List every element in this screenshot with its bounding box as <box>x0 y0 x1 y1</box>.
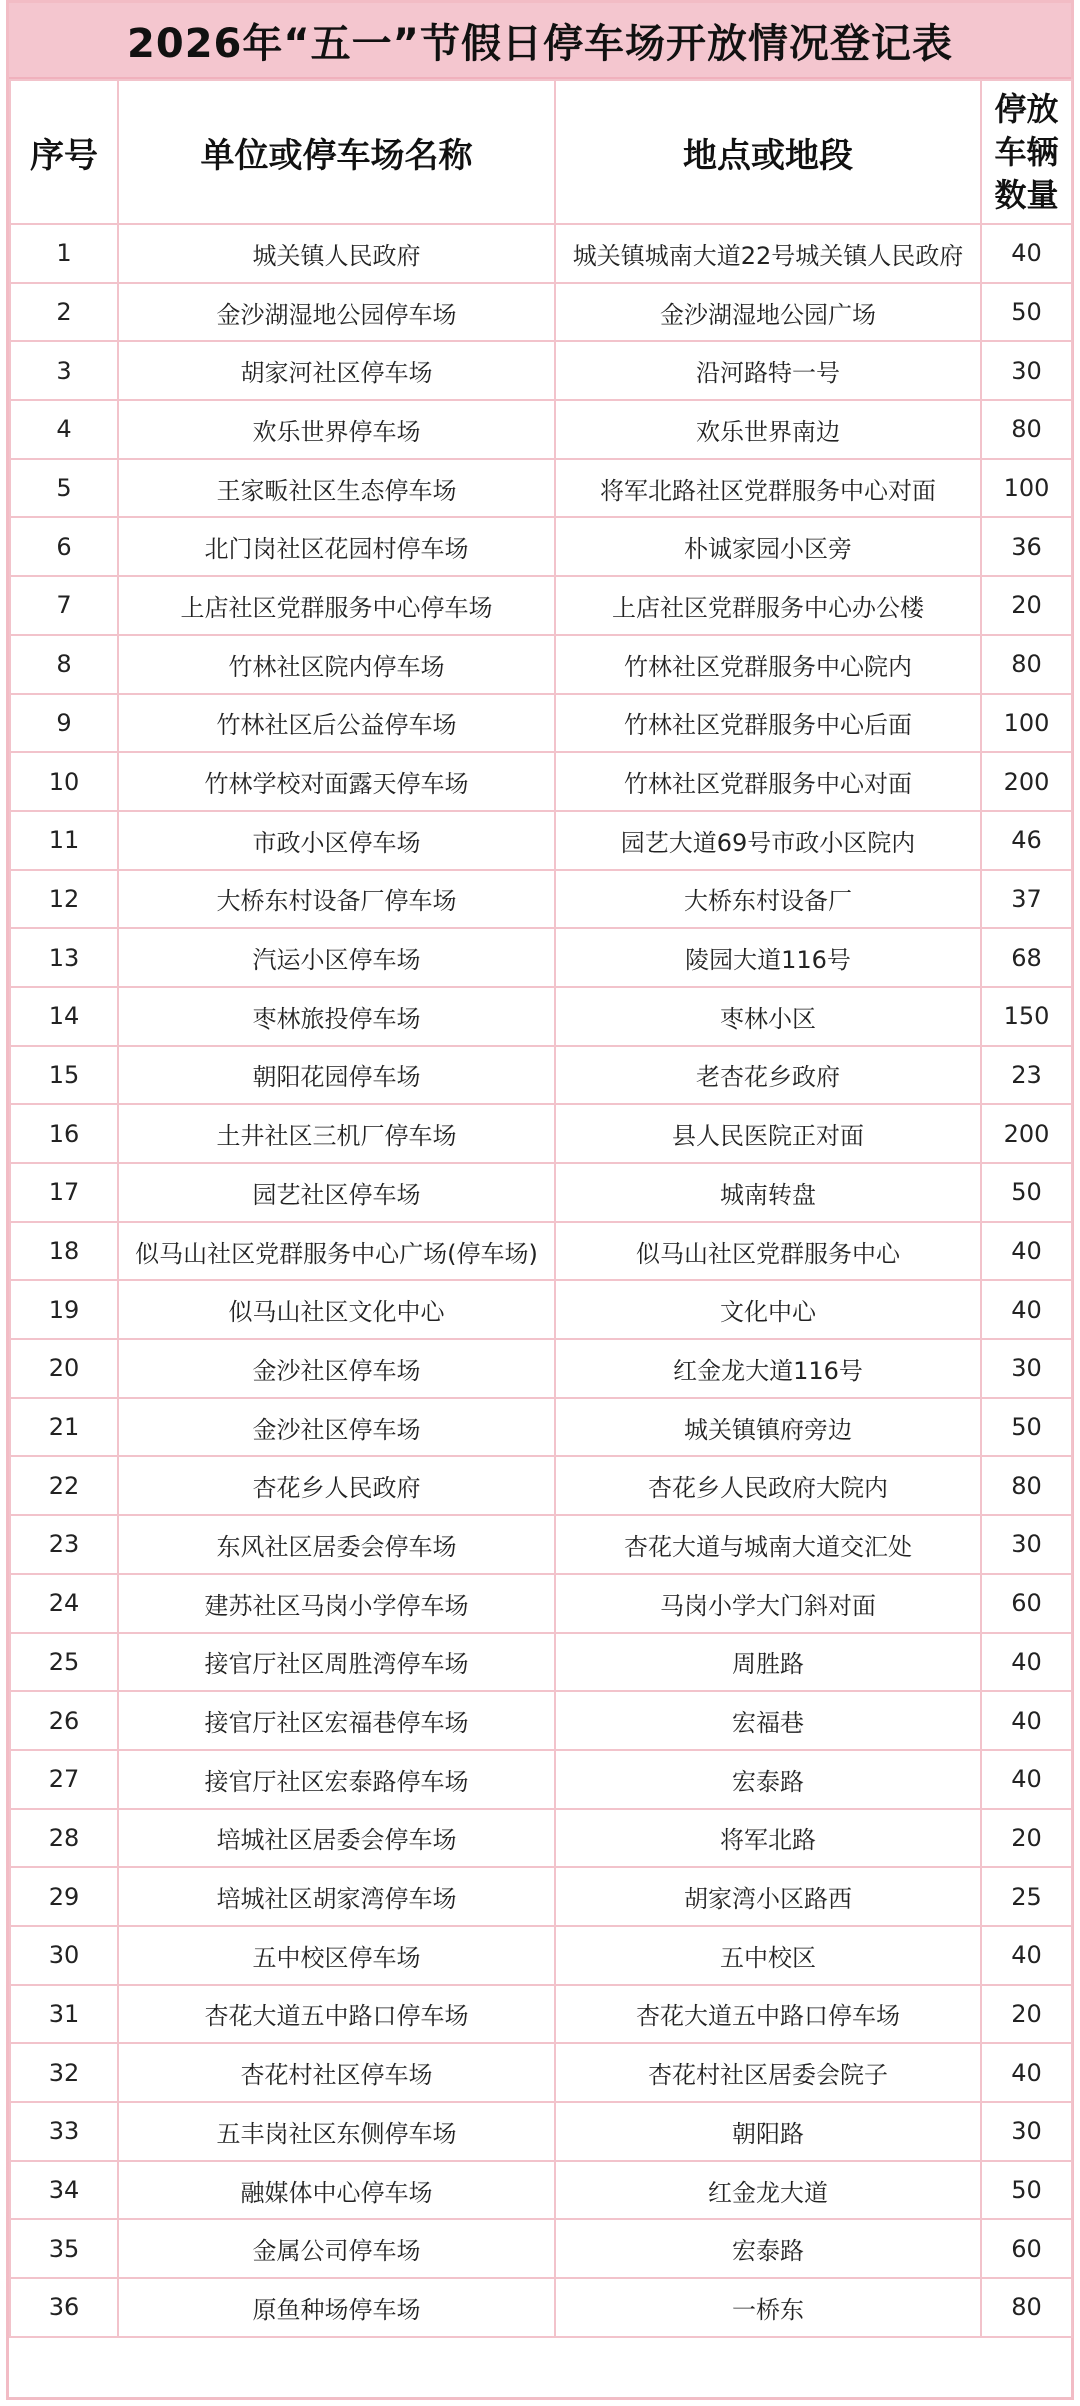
cell-location: 城关镇镇府旁边 <box>555 1398 981 1457</box>
table-row <box>10 283 1072 342</box>
cell-name: 杏花大道五中路口停车场 <box>118 1985 555 2044</box>
cell-index: 34 <box>10 2161 118 2220</box>
table-row <box>10 2219 1072 2278</box>
cell-capacity: 100 <box>981 694 1072 753</box>
cell-capacity: 100 <box>981 459 1072 518</box>
cell-name: 接官厅社区周胜湾停车场 <box>118 1633 555 1692</box>
cell-index: 17 <box>10 1163 118 1222</box>
cell-name: 大桥东村设备厂停车场 <box>118 870 555 929</box>
table-row <box>10 1985 1072 2044</box>
table-row <box>10 1104 1072 1163</box>
registration-sheet <box>6 0 1074 2400</box>
cell-index: 29 <box>10 1867 118 1926</box>
table-row <box>10 635 1072 694</box>
cell-name: 金沙社区停车场 <box>118 1398 555 1457</box>
cell-capacity: 60 <box>981 1574 1072 1633</box>
cell-capacity: 25 <box>981 1867 1072 1926</box>
table-row <box>10 2278 1072 2337</box>
cell-location: 竹林社区党群服务中心后面 <box>555 694 981 753</box>
sheet-title: 2026年“五一”节假日停车场开放情况登记表 <box>9 3 1071 79</box>
cell-capacity: 40 <box>981 1750 1072 1809</box>
cell-location: 大桥东村设备厂 <box>555 870 981 929</box>
table-row <box>10 1222 1072 1281</box>
cell-name: 似马山社区党群服务中心广场(停车场) <box>118 1222 555 1281</box>
cell-index: 5 <box>10 459 118 518</box>
cell-capacity: 30 <box>981 1339 1072 1398</box>
table-row <box>10 1515 1072 1574</box>
cell-name: 五中校区停车场 <box>118 1926 555 1985</box>
cell-name: 原鱼种场停车场 <box>118 2278 555 2337</box>
cell-location: 将军北路社区党群服务中心对面 <box>555 459 981 518</box>
cell-name: 金属公司停车场 <box>118 2219 555 2278</box>
cell-name: 似马山社区文化中心 <box>118 1280 555 1339</box>
cell-capacity: 20 <box>981 1985 1072 2044</box>
cell-name: 枣林旅投停车场 <box>118 987 555 1046</box>
cell-name: 金沙社区停车场 <box>118 1339 555 1398</box>
cell-capacity: 23 <box>981 1046 1072 1105</box>
cell-capacity: 80 <box>981 1456 1072 1515</box>
cell-index: 22 <box>10 1456 118 1515</box>
cell-location: 胡家湾小区路西 <box>555 1867 981 1926</box>
cell-name: 市政小区停车场 <box>118 811 555 870</box>
cell-name: 汽运小区停车场 <box>118 928 555 987</box>
cell-index: 23 <box>10 1515 118 1574</box>
table-row <box>10 1339 1072 1398</box>
cell-index: 19 <box>10 1280 118 1339</box>
table-row <box>10 1046 1072 1105</box>
cell-index: 9 <box>10 694 118 753</box>
cell-index: 28 <box>10 1809 118 1868</box>
cell-location: 陵园大道116号 <box>555 928 981 987</box>
cell-index: 21 <box>10 1398 118 1457</box>
cell-index: 6 <box>10 517 118 576</box>
table-row <box>10 694 1072 753</box>
cell-capacity: 80 <box>981 635 1072 694</box>
cell-capacity: 46 <box>981 811 1072 870</box>
cell-index: 31 <box>10 1985 118 2044</box>
cell-location: 上店社区党群服务中心办公楼 <box>555 576 981 635</box>
cell-index: 7 <box>10 576 118 635</box>
cell-index: 30 <box>10 1926 118 1985</box>
cell-capacity: 30 <box>981 2102 1072 2161</box>
cell-location: 宏福巷 <box>555 1691 981 1750</box>
cell-location: 竹林社区党群服务中心对面 <box>555 752 981 811</box>
table-row <box>10 870 1072 929</box>
table-row <box>10 987 1072 1046</box>
cell-name: 上店社区党群服务中心停车场 <box>118 576 555 635</box>
cell-capacity: 40 <box>981 1222 1072 1281</box>
cell-name: 王家畈社区生态停车场 <box>118 459 555 518</box>
cell-name: 园艺社区停车场 <box>118 1163 555 1222</box>
table-row <box>10 811 1072 870</box>
table-row <box>10 1633 1072 1692</box>
cell-index: 14 <box>10 987 118 1046</box>
cell-capacity: 20 <box>981 576 1072 635</box>
table-row <box>10 1398 1072 1457</box>
cell-name: 土井社区三机厂停车场 <box>118 1104 555 1163</box>
cell-capacity: 200 <box>981 1104 1072 1163</box>
cell-location: 红金龙大道116号 <box>555 1339 981 1398</box>
cell-capacity: 68 <box>981 928 1072 987</box>
table-row <box>10 2161 1072 2220</box>
cell-capacity: 20 <box>981 1809 1072 1868</box>
cell-location: 沿河路特一号 <box>555 341 981 400</box>
cell-name: 接官厅社区宏泰路停车场 <box>118 1750 555 1809</box>
table-row <box>10 2043 1072 2102</box>
table-row <box>10 1926 1072 1985</box>
cell-name: 竹林社区后公益停车场 <box>118 694 555 753</box>
cell-capacity: 80 <box>981 2278 1072 2337</box>
cell-location: 枣林小区 <box>555 987 981 1046</box>
cell-name: 金沙湖湿地公园停车场 <box>118 283 555 342</box>
table-row <box>10 1691 1072 1750</box>
cell-index: 27 <box>10 1750 118 1809</box>
cell-location: 一桥东 <box>555 2278 981 2337</box>
cell-index: 4 <box>10 400 118 459</box>
cell-capacity: 36 <box>981 517 1072 576</box>
cell-location: 将军北路 <box>555 1809 981 1868</box>
cell-location: 欢乐世界南边 <box>555 400 981 459</box>
table-row <box>10 341 1072 400</box>
header-row <box>10 80 1072 224</box>
header-capacity: 停放车辆数量 <box>981 80 1072 224</box>
table-body <box>10 224 1072 2337</box>
cell-index: 36 <box>10 2278 118 2337</box>
cell-name: 欢乐世界停车场 <box>118 400 555 459</box>
cell-capacity: 50 <box>981 1398 1072 1457</box>
cell-location: 园艺大道69号市政小区院内 <box>555 811 981 870</box>
cell-name: 接官厅社区宏福巷停车场 <box>118 1691 555 1750</box>
cell-capacity: 40 <box>981 224 1072 283</box>
cell-location: 宏泰路 <box>555 1750 981 1809</box>
cell-name: 北门岗社区花园村停车场 <box>118 517 555 576</box>
table-row <box>10 2102 1072 2161</box>
cell-location: 朝阳路 <box>555 2102 981 2161</box>
cell-name: 培城社区居委会停车场 <box>118 1809 555 1868</box>
cell-capacity: 30 <box>981 341 1072 400</box>
cell-index: 15 <box>10 1046 118 1105</box>
cell-name: 城关镇人民政府 <box>118 224 555 283</box>
cell-index: 18 <box>10 1222 118 1281</box>
cell-index: 12 <box>10 870 118 929</box>
cell-name: 杏花乡人民政府 <box>118 1456 555 1515</box>
cell-capacity: 40 <box>981 1633 1072 1692</box>
table-row <box>10 517 1072 576</box>
cell-index: 24 <box>10 1574 118 1633</box>
cell-index: 26 <box>10 1691 118 1750</box>
cell-index: 33 <box>10 2102 118 2161</box>
cell-capacity: 40 <box>981 1280 1072 1339</box>
cell-location: 杏花大道五中路口停车场 <box>555 1985 981 2044</box>
cell-index: 13 <box>10 928 118 987</box>
cell-capacity: 80 <box>981 400 1072 459</box>
cell-name: 融媒体中心停车场 <box>118 2161 555 2220</box>
cell-name: 培城社区胡家湾停车场 <box>118 1867 555 1926</box>
table-row <box>10 224 1072 283</box>
header-index: 序号 <box>10 80 118 224</box>
cell-index: 3 <box>10 341 118 400</box>
cell-location: 县人民医院正对面 <box>555 1104 981 1163</box>
cell-location: 杏花乡人民政府大院内 <box>555 1456 981 1515</box>
table-row <box>10 928 1072 987</box>
header-name: 单位或停车场名称 <box>118 80 555 224</box>
cell-name: 朝阳花园停车场 <box>118 1046 555 1105</box>
table-row <box>10 400 1072 459</box>
table-row <box>10 576 1072 635</box>
cell-capacity: 30 <box>981 1515 1072 1574</box>
cell-location: 似马山社区党群服务中心 <box>555 1222 981 1281</box>
cell-name: 东风社区居委会停车场 <box>118 1515 555 1574</box>
cell-location: 五中校区 <box>555 1926 981 1985</box>
table-row <box>10 1574 1072 1633</box>
cell-capacity: 50 <box>981 2161 1072 2220</box>
cell-location: 文化中心 <box>555 1280 981 1339</box>
header-location: 地点或地段 <box>555 80 981 224</box>
cell-index: 25 <box>10 1633 118 1692</box>
cell-index: 35 <box>10 2219 118 2278</box>
cell-name: 竹林学校对面露天停车场 <box>118 752 555 811</box>
cell-index: 10 <box>10 752 118 811</box>
cell-capacity: 40 <box>981 2043 1072 2102</box>
table-row <box>10 1867 1072 1926</box>
table-row <box>10 1456 1072 1515</box>
cell-capacity: 200 <box>981 752 1072 811</box>
cell-location: 宏泰路 <box>555 2219 981 2278</box>
table-row <box>10 1280 1072 1339</box>
table-row <box>10 1163 1072 1222</box>
cell-capacity: 40 <box>981 1926 1072 1985</box>
cell-location: 城南转盘 <box>555 1163 981 1222</box>
cell-location: 城关镇城南大道22号城关镇人民政府 <box>555 224 981 283</box>
cell-capacity: 40 <box>981 1691 1072 1750</box>
cell-capacity: 50 <box>981 283 1072 342</box>
cell-capacity: 60 <box>981 2219 1072 2278</box>
cell-location: 金沙湖湿地公园广场 <box>555 283 981 342</box>
cell-capacity: 150 <box>981 987 1072 1046</box>
cell-location: 红金龙大道 <box>555 2161 981 2220</box>
cell-name: 建苏社区马岗小学停车场 <box>118 1574 555 1633</box>
cell-location: 朴诚家园小区旁 <box>555 517 981 576</box>
table-row <box>10 1809 1072 1868</box>
table-row <box>10 1750 1072 1809</box>
cell-capacity: 50 <box>981 1163 1072 1222</box>
cell-name: 竹林社区院内停车场 <box>118 635 555 694</box>
cell-location: 杏花村社区居委会院子 <box>555 2043 981 2102</box>
table-header <box>10 80 1072 224</box>
cell-location: 竹林社区党群服务中心院内 <box>555 635 981 694</box>
cell-index: 1 <box>10 224 118 283</box>
cell-location: 老杏花乡政府 <box>555 1046 981 1105</box>
table-row <box>10 752 1072 811</box>
parking-table <box>9 79 1073 2338</box>
cell-index: 32 <box>10 2043 118 2102</box>
cell-name: 五丰岗社区东侧停车场 <box>118 2102 555 2161</box>
cell-index: 8 <box>10 635 118 694</box>
table-row <box>10 459 1072 518</box>
cell-location: 杏花大道与城南大道交汇处 <box>555 1515 981 1574</box>
cell-location: 周胜路 <box>555 1633 981 1692</box>
cell-index: 11 <box>10 811 118 870</box>
cell-capacity: 37 <box>981 870 1072 929</box>
cell-index: 2 <box>10 283 118 342</box>
cell-name: 杏花村社区停车场 <box>118 2043 555 2102</box>
cell-location: 马岗小学大门斜对面 <box>555 1574 981 1633</box>
cell-name: 胡家河社区停车场 <box>118 341 555 400</box>
cell-index: 20 <box>10 1339 118 1398</box>
cell-index: 16 <box>10 1104 118 1163</box>
